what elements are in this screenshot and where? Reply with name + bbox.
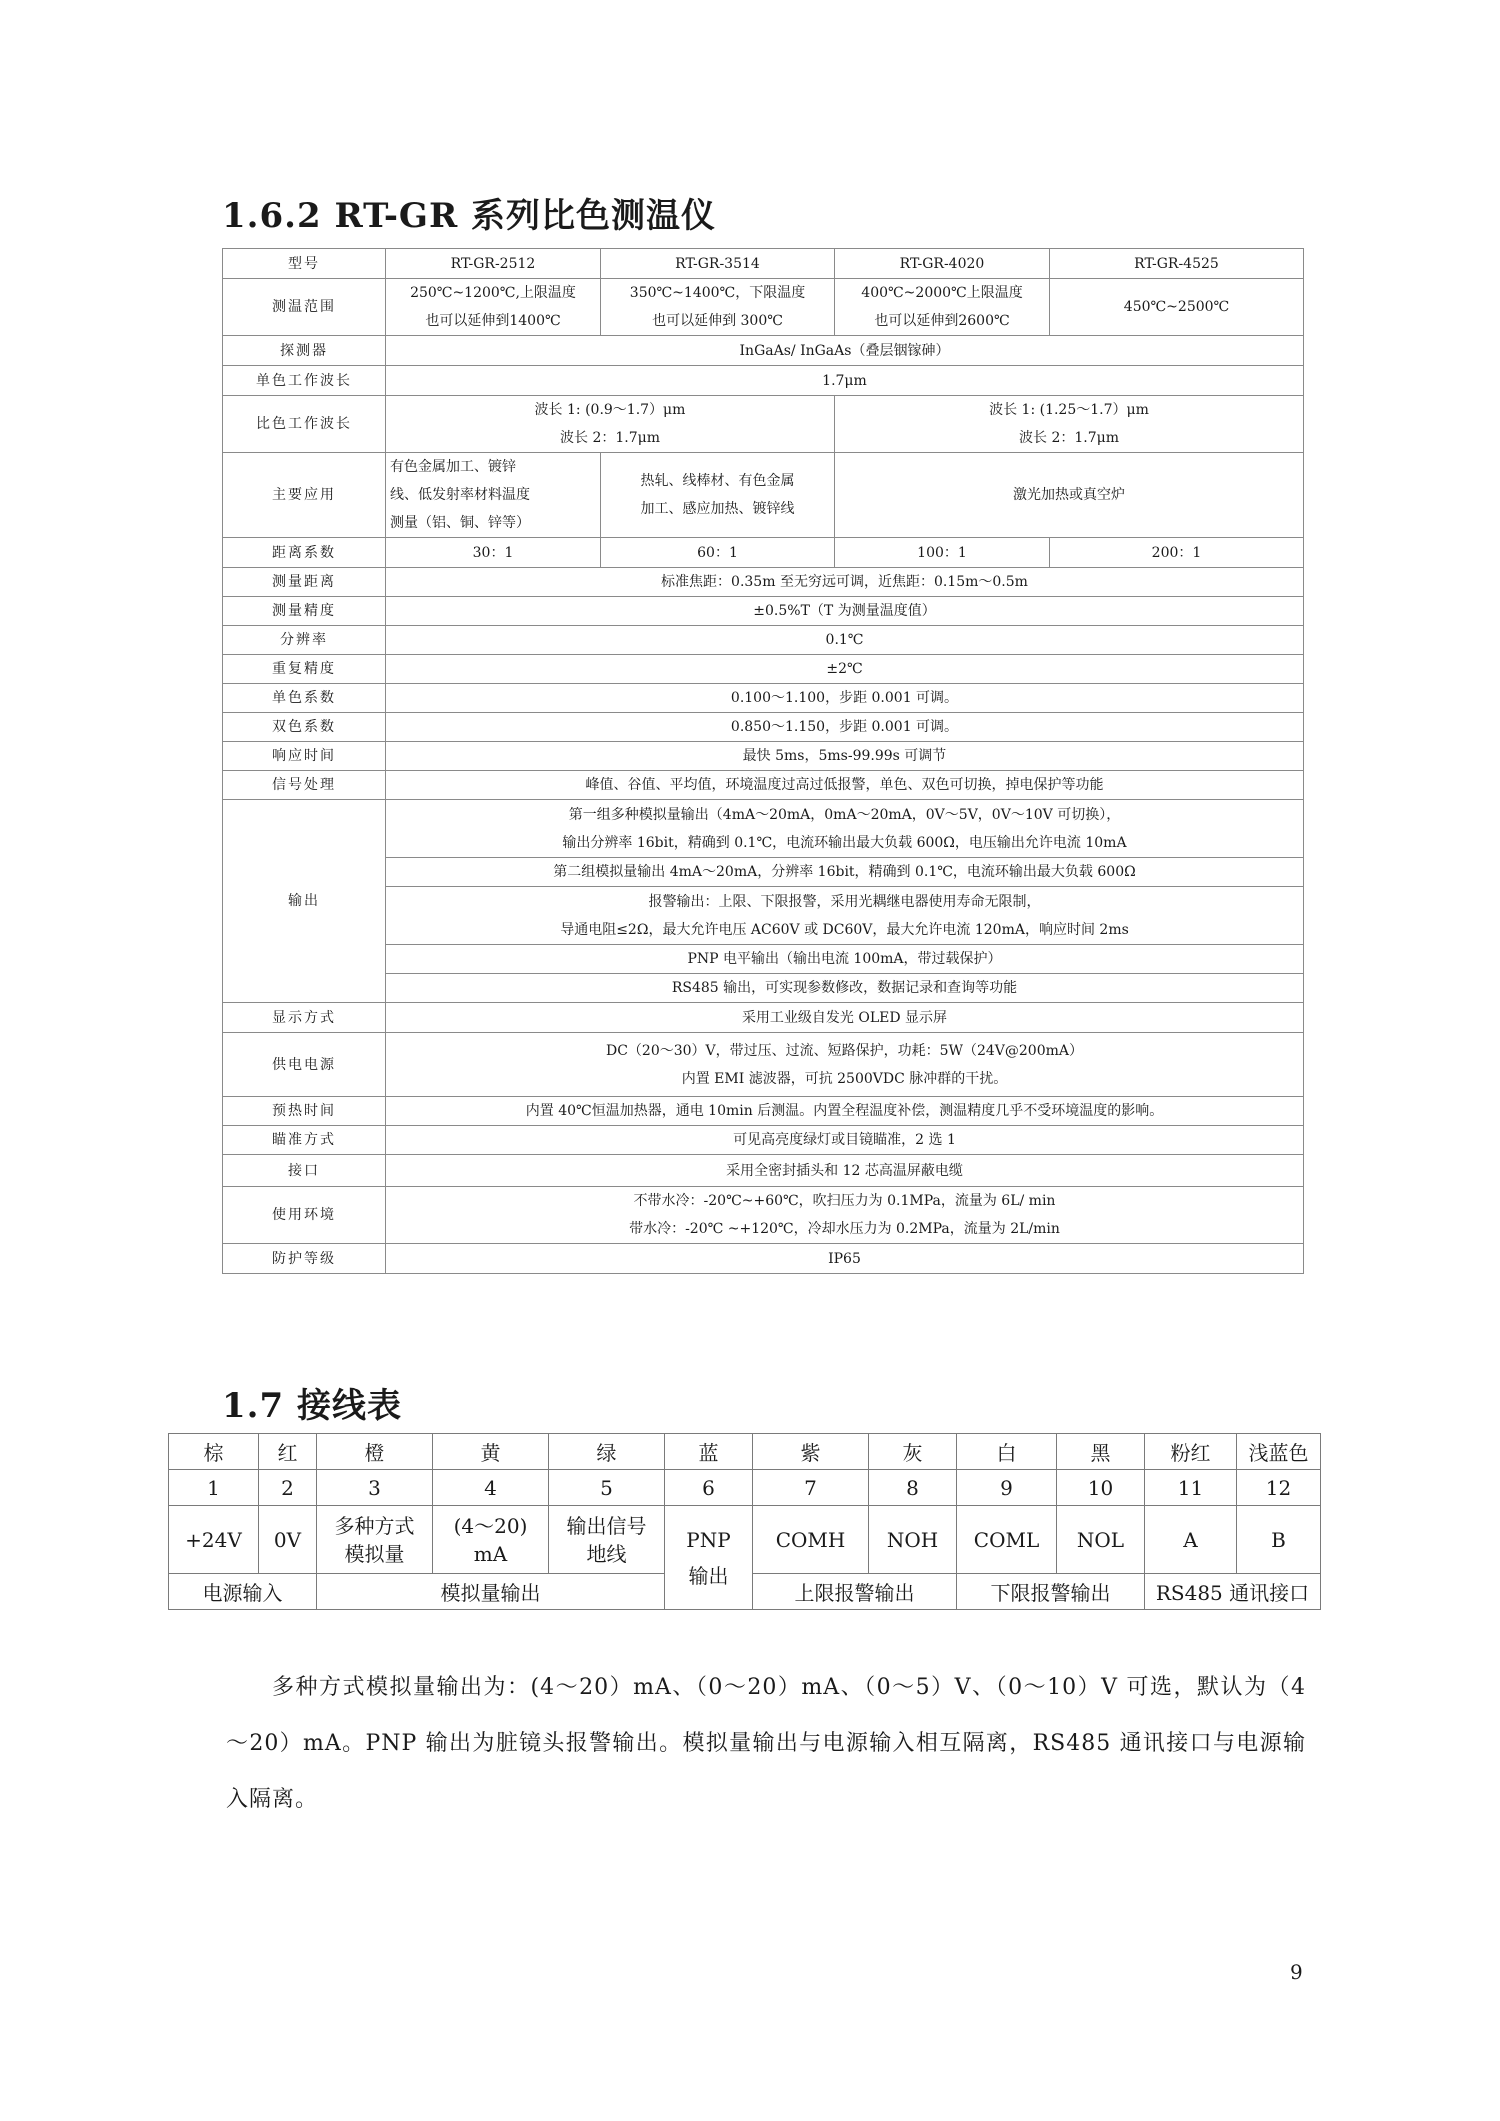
table-row xyxy=(223,945,1304,974)
spec-label: 主要应用 xyxy=(223,453,386,538)
spec-value: 400℃~2000℃上限温度 也可以延伸到2600℃ xyxy=(835,279,1050,336)
wire-group: 模拟量输出 xyxy=(317,1574,665,1610)
model-name: RT-GR-3514 xyxy=(601,249,835,279)
table-row xyxy=(223,1003,1304,1033)
wire-color: 粉红 xyxy=(1145,1434,1237,1470)
spec-label: 重复精度 xyxy=(223,655,386,684)
spec-value: PNP 电平输出（输出电流 100mA，带过载保护） xyxy=(386,945,1304,974)
wire-color: 紫 xyxy=(753,1434,869,1470)
wire-signal: (4～20) mA xyxy=(433,1506,549,1574)
spec-label: 探测器 xyxy=(223,336,386,366)
spec-value: 波长 1: (1.25～1.7）μm 波长 2：1.7μm xyxy=(835,396,1304,453)
wire-signal: NOH xyxy=(869,1506,957,1574)
table-row xyxy=(223,655,1304,684)
spec-value: 热轧、线棒材、有色金属 加工、感应加热、镀锌线 xyxy=(601,453,835,538)
table-row xyxy=(169,1470,1321,1506)
table-row xyxy=(169,1434,1321,1470)
spec-value: 有色金属加工、镀锌 线、低发射率材料温度 测量（铝、铜、锌等） xyxy=(386,453,601,538)
body-paragraph: 多种方式模拟量输出为：(4～20）mA、（0～20）mA、（0～5）V、（0～10）V 可选，默认为（4～20）mA。PNP 输出为脏镜头报警输出。模拟量输出与电源输入相互隔离，RS485 通讯接口与电源输入隔离。 xyxy=(226,1675,1306,1812)
spec-label: 接口 xyxy=(223,1155,386,1187)
wire-number: 7 xyxy=(753,1470,869,1506)
wire-group: 电源输入 xyxy=(169,1574,317,1610)
spec-value: 0.1℃ xyxy=(386,626,1304,655)
spec-value: 采用全密封插头和 12 芯高温屏蔽电缆 xyxy=(386,1155,1304,1187)
wiring-table xyxy=(168,1433,1321,1610)
spec-label: 响应时间 xyxy=(223,742,386,771)
spec-value: 峰值、谷值、平均值，环境温度过高过低报警，单色、双色可切换，掉电保护等功能 xyxy=(386,771,1304,800)
spec-label: 单色工作波长 xyxy=(223,366,386,396)
spec-value: 可见高亮度绿灯或目镜瞄准，2 选 1 xyxy=(386,1126,1304,1155)
table-row xyxy=(223,336,1304,366)
spec-value: 0.100～1.100，步距 0.001 可调。 xyxy=(386,684,1304,713)
spec-value: 0.850～1.150，步距 0.001 可调。 xyxy=(386,713,1304,742)
wire-signal: COMH xyxy=(753,1506,869,1574)
spec-table xyxy=(222,248,1304,1274)
table-row xyxy=(223,453,1304,538)
table-row xyxy=(223,858,1304,887)
wire-color: 绿 xyxy=(549,1434,665,1470)
wire-signal: NOL xyxy=(1057,1506,1145,1574)
table-row xyxy=(223,1244,1304,1274)
wire-number: 2 xyxy=(259,1470,317,1506)
spec-value: 60：1 xyxy=(601,538,835,568)
section-title-spec: 1.6.2 RT-GR 系列比色测温仪 xyxy=(222,196,717,236)
table-row xyxy=(223,1155,1304,1187)
spec-value: 1.7μm xyxy=(386,366,1304,396)
table-row xyxy=(223,396,1304,453)
wire-group: 上限报警输出 xyxy=(753,1574,957,1610)
wire-color: 浅蓝色 xyxy=(1237,1434,1321,1470)
spec-value: ±2℃ xyxy=(386,655,1304,684)
spec-value: 第一组多种模拟量输出（4mA～20mA，0mA～20mA，0V～5V，0V～10V 可切换）， 输出分辨率 16bit，精确到 0.1℃，电流环输出最大负载 600Ω，电压输出允许电流 10mA xyxy=(386,800,1304,858)
table-row xyxy=(223,742,1304,771)
wire-color: 橙 xyxy=(317,1434,433,1470)
spec-label: 瞄准方式 xyxy=(223,1126,386,1155)
spec-value: 采用工业级自发光 OLED 显示屏 xyxy=(386,1003,1304,1033)
wire-color: 灰 xyxy=(869,1434,957,1470)
wire-group: RS485 通讯接口 xyxy=(1145,1574,1321,1610)
spec-value: 第二组模拟量输出 4mA～20mA，分辨率 16bit，精确到 0.1℃，电流环输出最大负载 600Ω xyxy=(386,858,1304,887)
wire-number: 10 xyxy=(1057,1470,1145,1506)
spec-label: 输出 xyxy=(223,800,386,1003)
spec-value: 200：1 xyxy=(1050,538,1304,568)
wire-number: 9 xyxy=(957,1470,1057,1506)
table-row xyxy=(223,1126,1304,1155)
spec-label: 双色系数 xyxy=(223,713,386,742)
spec-value: 激光加热或真空炉 xyxy=(835,453,1304,538)
table-row xyxy=(223,1033,1304,1097)
spec-label: 测量精度 xyxy=(223,597,386,626)
spec-label: 显示方式 xyxy=(223,1003,386,1033)
spec-value: 250℃~1200℃,上限温度 也可以延伸到1400℃ xyxy=(386,279,601,336)
table-row xyxy=(223,974,1304,1003)
wire-color: 蓝 xyxy=(665,1434,753,1470)
spec-value: 报警输出：上限、下限报警，采用光耦继电器使用寿命无限制， 导通电阻≤2Ω，最大允许电压 AC60V 或 DC60V，最大允许电流 120mA，响应时间 2ms xyxy=(386,887,1304,945)
spec-value: 不带水冷：-20℃~+60℃，吹扫压力为 0.1MPa，流量为 6L/ min 带水冷：-20℃ ~+120℃，冷却水压力为 0.2MPa，流量为 2L/min xyxy=(386,1187,1304,1244)
spec-value: 波长 1: (0.9～1.7）μm 波长 2：1.7μm xyxy=(386,396,835,453)
wire-number: 8 xyxy=(869,1470,957,1506)
wire-signal: 多种方式 模拟量 xyxy=(317,1506,433,1574)
section-title-wiring: 1.7 接线表 xyxy=(222,1386,402,1426)
spec-label: 型号 xyxy=(223,249,386,279)
wire-signal: COML xyxy=(957,1506,1057,1574)
wire-signal: PNP 输出 xyxy=(665,1506,753,1610)
spec-value: 450℃~2500℃ xyxy=(1050,279,1304,336)
spec-value: 标准焦距：0.35m 至无穷远可调，近焦距：0.15m～0.5m xyxy=(386,568,1304,597)
spec-label: 信号处理 xyxy=(223,771,386,800)
table-row xyxy=(223,626,1304,655)
spec-value: InGaAs/ InGaAs（叠层铟镓砷） xyxy=(386,336,1304,366)
wire-signal: B xyxy=(1237,1506,1321,1574)
wire-color: 红 xyxy=(259,1434,317,1470)
table-row xyxy=(223,366,1304,396)
spec-label: 测温范围 xyxy=(223,279,386,336)
table-row xyxy=(223,538,1304,568)
wire-color: 棕 xyxy=(169,1434,259,1470)
spec-value: ±0.5%T（T 为测量温度值） xyxy=(386,597,1304,626)
spec-value: 350℃~1400℃，下限温度 也可以延伸到 300℃ xyxy=(601,279,835,336)
spec-value: 最快 5ms，5ms-99.99s 可调节 xyxy=(386,742,1304,771)
spec-label: 比色工作波长 xyxy=(223,396,386,453)
spec-label: 供电电源 xyxy=(223,1033,386,1097)
model-name: RT-GR-4020 xyxy=(835,249,1050,279)
wire-number: 11 xyxy=(1145,1470,1237,1506)
spec-label: 预热时间 xyxy=(223,1097,386,1126)
wire-signal: A xyxy=(1145,1506,1237,1574)
model-name: RT-GR-2512 xyxy=(386,249,601,279)
spec-value: RS485 输出，可实现参数修改，数据记录和查询等功能 xyxy=(386,974,1304,1003)
wire-signal: +24V xyxy=(169,1506,259,1574)
wire-signal: 输出信号 地线 xyxy=(549,1506,665,1574)
spec-label: 防护等级 xyxy=(223,1244,386,1274)
table-row xyxy=(223,279,1304,336)
table-row xyxy=(223,597,1304,626)
table-row xyxy=(223,568,1304,597)
spec-label: 距离系数 xyxy=(223,538,386,568)
spec-value: DC（20～30）V，带过压、过流、短路保护，功耗：5W（24V@200mA） 内置 EMI 滤波器，可抗 2500VDC 脉冲群的干扰。 xyxy=(386,1033,1304,1097)
wire-number: 6 xyxy=(665,1470,753,1506)
wire-number: 3 xyxy=(317,1470,433,1506)
wire-color: 黑 xyxy=(1057,1434,1145,1470)
wire-number: 12 xyxy=(1237,1470,1321,1506)
wire-signal: 0V xyxy=(259,1506,317,1574)
table-row xyxy=(223,1187,1304,1244)
spec-value: 30：1 xyxy=(386,538,601,568)
wire-group: 下限报警输出 xyxy=(957,1574,1145,1610)
table-row xyxy=(223,249,1304,279)
spec-label: 使用环境 xyxy=(223,1187,386,1244)
spec-label: 测量距离 xyxy=(223,568,386,597)
table-row xyxy=(223,1097,1304,1126)
spec-value: IP65 xyxy=(386,1244,1304,1274)
table-row xyxy=(169,1506,1321,1574)
spec-label: 分辨率 xyxy=(223,626,386,655)
table-row xyxy=(223,771,1304,800)
table-row xyxy=(223,713,1304,742)
wire-number: 4 xyxy=(433,1470,549,1506)
table-row xyxy=(223,684,1304,713)
spec-value: 内置 40℃恒温加热器，通电 10min 后测温。内置全程温度补偿，测温精度几乎不受环境温度的影响。 xyxy=(386,1097,1304,1126)
page-number: 9 xyxy=(1290,1960,1303,1984)
wire-color: 黄 xyxy=(433,1434,549,1470)
spec-value: 100：1 xyxy=(835,538,1050,568)
table-row xyxy=(223,887,1304,945)
table-row xyxy=(223,800,1304,858)
wire-number: 5 xyxy=(549,1470,665,1506)
spec-label: 单色系数 xyxy=(223,684,386,713)
wire-number: 1 xyxy=(169,1470,259,1506)
wire-color: 白 xyxy=(957,1434,1057,1470)
model-name: RT-GR-4525 xyxy=(1050,249,1304,279)
